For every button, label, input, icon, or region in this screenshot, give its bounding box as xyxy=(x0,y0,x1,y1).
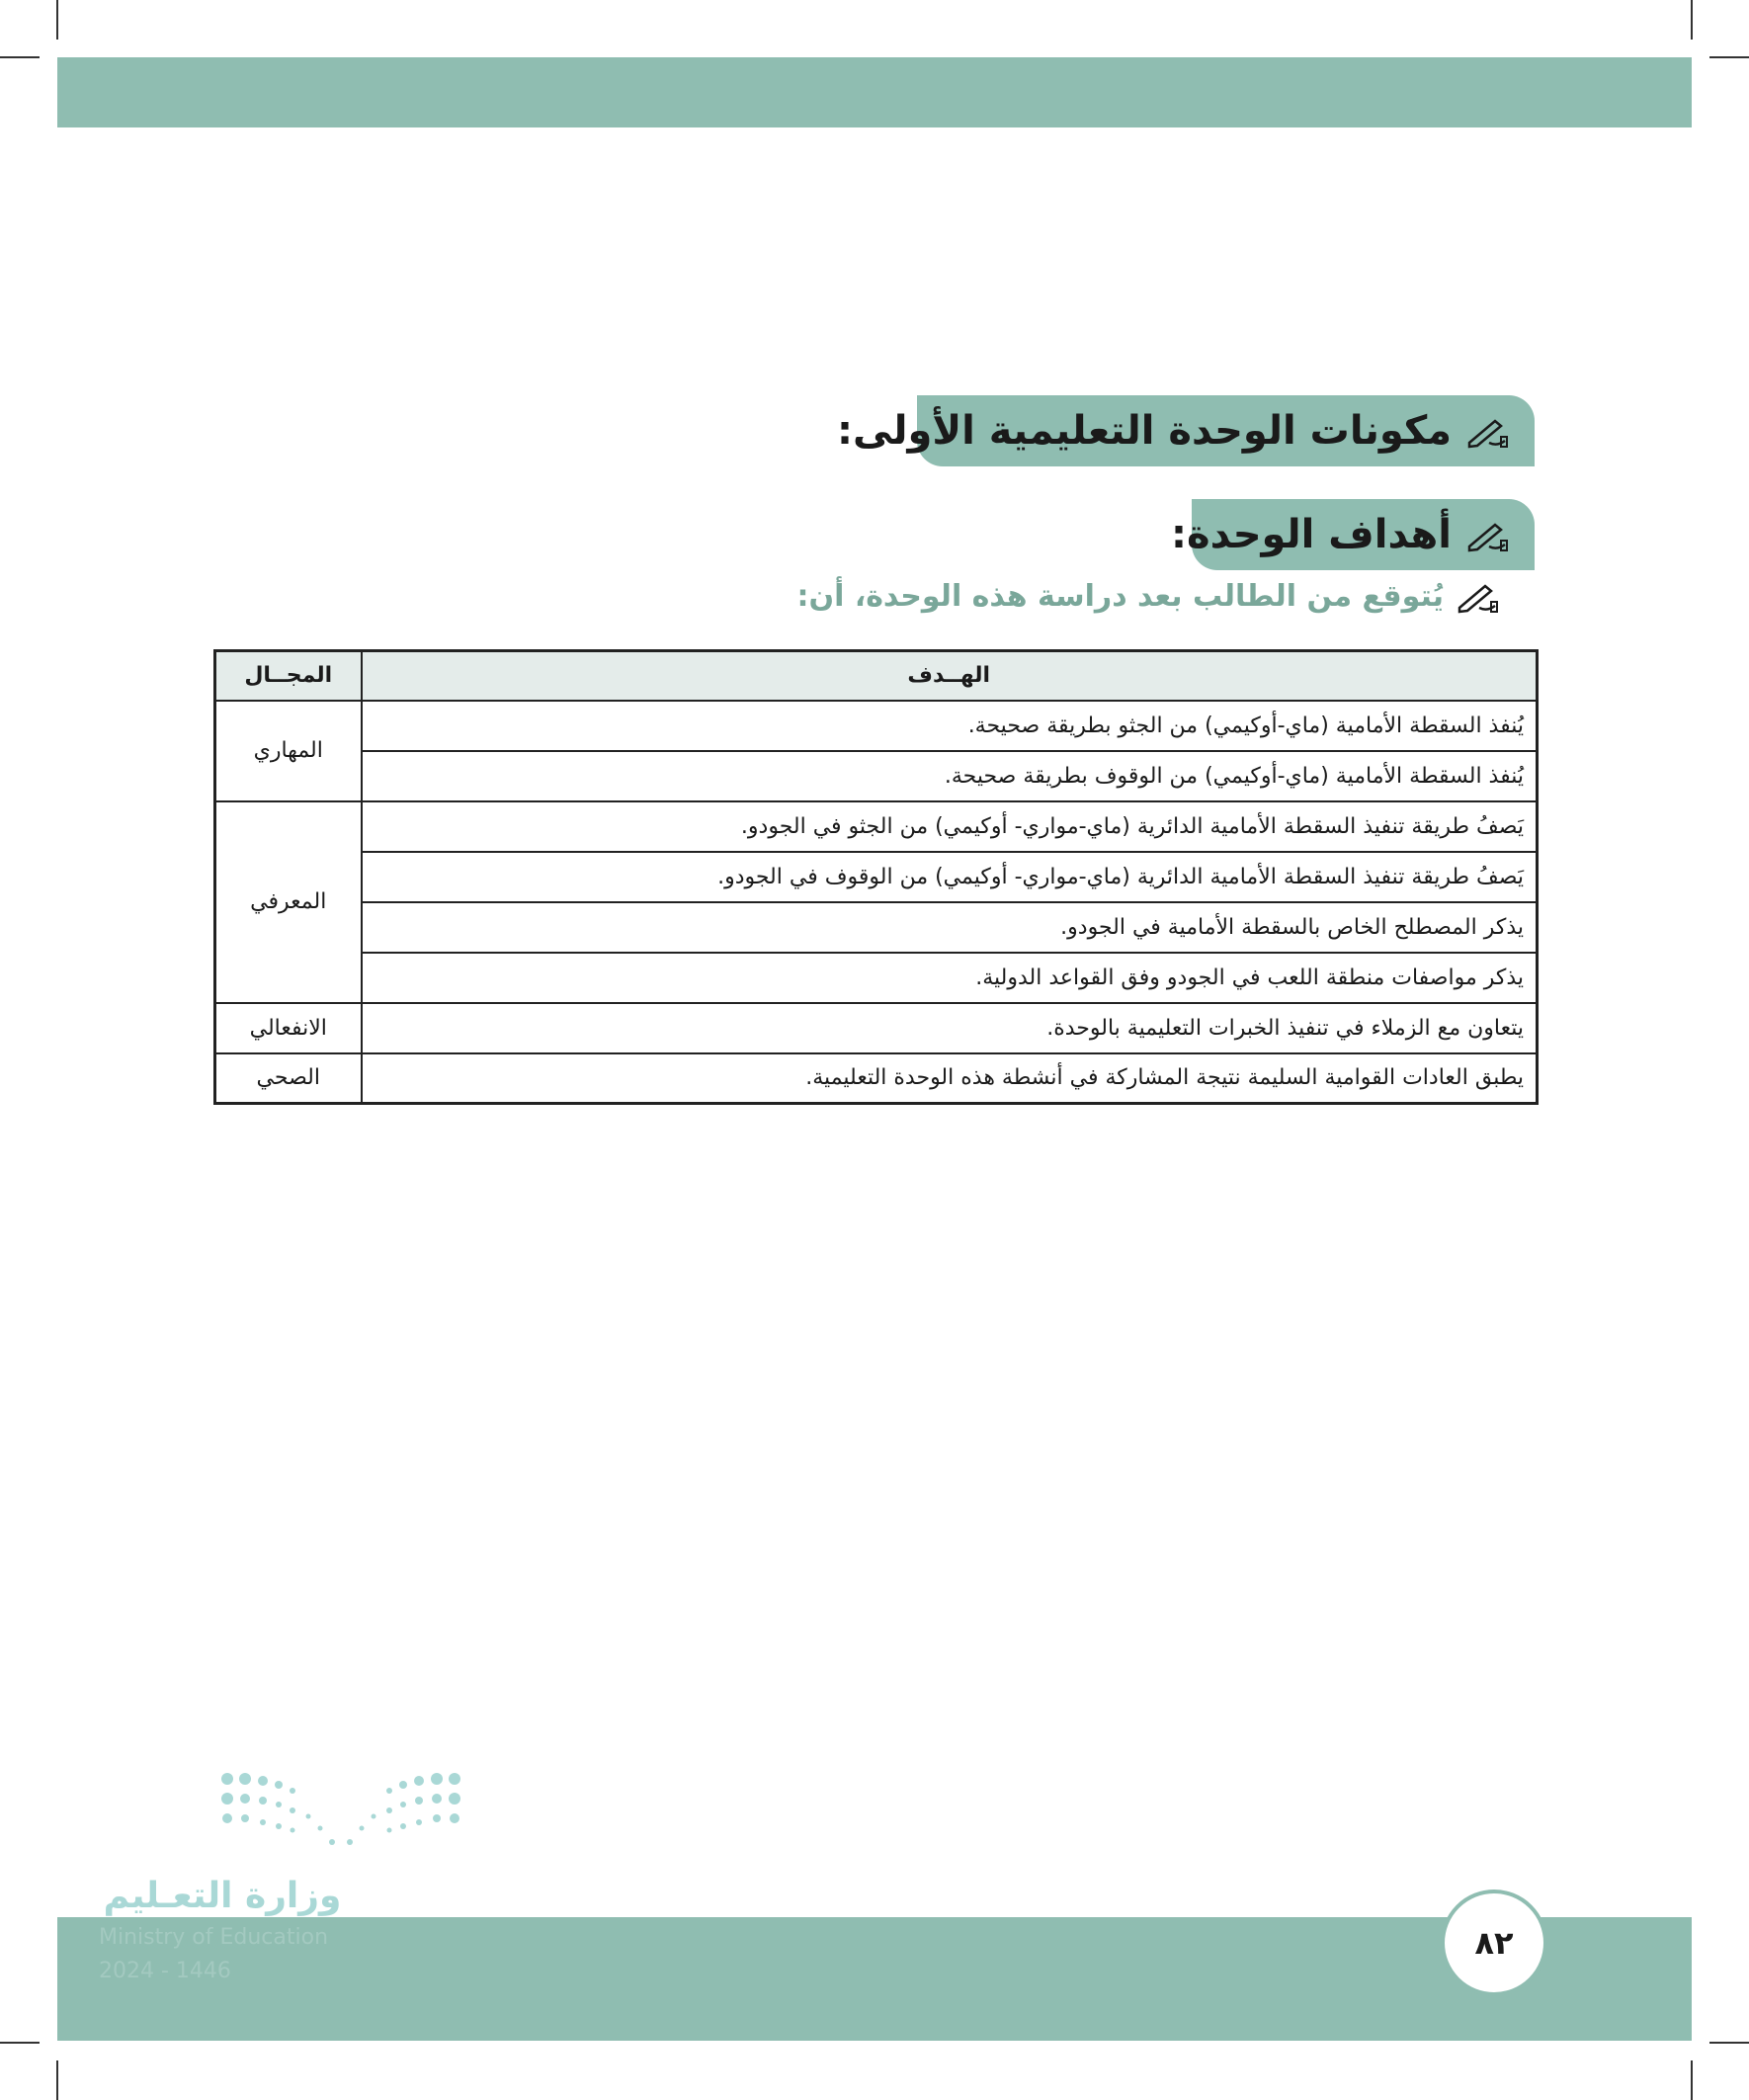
crop-mark xyxy=(56,2060,58,2100)
table-header-row xyxy=(215,651,1538,701)
crop-mark xyxy=(56,0,58,40)
domain-cell: المهاري xyxy=(215,701,362,801)
unit-components-title: مكونات الوحدة التعليمية الأولى: xyxy=(836,408,1452,454)
table-row xyxy=(215,1003,1538,1053)
pen-writing-icon xyxy=(1465,517,1509,552)
edition-year: 2024 - 1446 xyxy=(99,1959,231,1983)
goal-cell: يطبق العادات القوامية السليمة نتيجة المشاركة في أنشطة هذه الوحدة التعليمية. xyxy=(362,1053,1538,1104)
goal-cell: يَصفُ طريقة تنفيذ السقطة الأمامية الدائرية (ماي-مواري- أوكيمي) من الجثو في الجودو. xyxy=(362,801,1538,852)
crop-mark xyxy=(1709,2042,1749,2044)
ministry-logo xyxy=(99,1769,464,1996)
ministry-name-arabic: وزارة التعـليم xyxy=(103,1876,342,1916)
crop-mark xyxy=(0,56,40,58)
ministry-dots-emblem xyxy=(217,1769,464,1858)
goal-cell: يُنفذ السقطة الأمامية (ماي-أوكيمي) من الوقوف بطريقة صحيحة. xyxy=(362,751,1538,801)
goal-cell: يذكر المصطلح الخاص بالسقطة الأمامية في الجودو. xyxy=(362,902,1538,953)
table-row xyxy=(215,1053,1538,1104)
pen-writing-icon xyxy=(1465,413,1509,449)
table-row xyxy=(215,801,1538,852)
unit-components-heading xyxy=(836,395,1535,466)
objectives-intro-text: يُتوقع من الطالب بعد دراسة هذه الوحدة، أن: xyxy=(796,578,1444,614)
table-row xyxy=(215,751,1538,801)
domain-column-header: المجــال xyxy=(215,651,362,701)
pen-writing-icon xyxy=(1456,578,1499,614)
unit-objectives-heading xyxy=(1170,499,1535,570)
crop-mark xyxy=(1709,56,1749,58)
table-row xyxy=(215,953,1538,1003)
table-row xyxy=(215,852,1538,902)
domain-cell: الانفعالي xyxy=(215,1003,362,1053)
crop-mark xyxy=(0,2042,40,2044)
goal-cell: يذكر مواصفات منطقة اللعب في الجودو وفق القواعد الدولية. xyxy=(362,953,1538,1003)
ministry-name-english: Ministry of Education xyxy=(99,1925,329,1950)
crop-mark xyxy=(1691,2060,1693,2100)
page-number: ٨٢ xyxy=(1441,1890,1547,1996)
goal-cell: يتعاون مع الزملاء في تنفيذ الخبرات التعليمية بالوحدة. xyxy=(362,1003,1538,1053)
goal-cell: يُنفذ السقطة الأمامية (ماي-أوكيمي) من الجثو بطريقة صحيحة. xyxy=(362,701,1538,751)
objectives-intro xyxy=(796,578,1499,614)
table-row xyxy=(215,902,1538,953)
table-row xyxy=(215,701,1538,751)
domain-cell: المعرفي xyxy=(215,801,362,1003)
objectives-table xyxy=(213,649,1539,1105)
crop-mark xyxy=(1691,0,1693,40)
goal-cell: يَصفُ طريقة تنفيذ السقطة الأمامية الدائرية (ماي-مواري- أوكيمي) من الوقوف في الجودو. xyxy=(362,852,1538,902)
top-band xyxy=(57,57,1692,127)
goal-column-header: الهــدف xyxy=(362,651,1538,701)
unit-objectives-title: أهداف الوحدة: xyxy=(1170,512,1452,557)
domain-cell: الصحي xyxy=(215,1053,362,1104)
